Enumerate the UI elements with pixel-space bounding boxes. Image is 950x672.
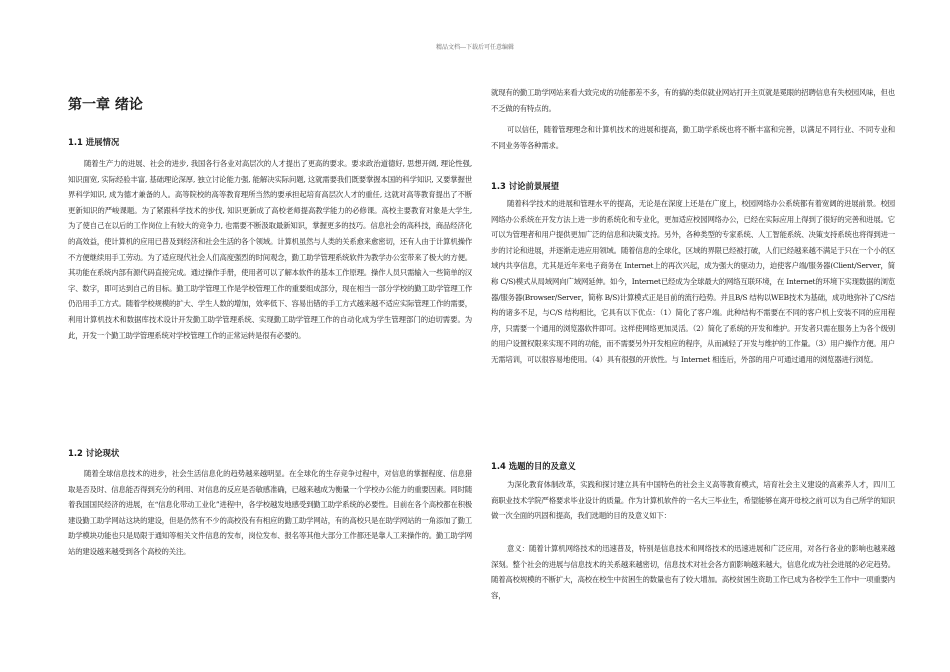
section-heading-1-4: 1.4 选题的目的及意义 xyxy=(491,461,576,471)
paragraph-1-1: 随着生产力的进展、社会的进步, 我国各行各业对高层次的人才提出了更高的要求。要求政治道德好, 思想开阔, 理论性强, 知识面宽, 实际经验丰富, 基础理论深厚, 独立讨论能力强, 能解决实际问题, 这就需要我们既要掌握本国的科学知识, 又要掌握世界科学知识, 成为德才兼备的人。高等院校的高等教育理所当然的要承担起培育高层次人才的重任, 这就对高等教育提出了不断更新知识的严峻课题。为了紧跟科学技术的步伐, 知识更新成了高校老师提高教学能力的必修课。高校主要教育对象是大学生, 为了使自己在以后的工作岗位上有较大的竞争力, 也需要不断汲取最新知识，掌握更多的技巧。信息社会的高科技，商品经济化的高效益，使计算机的应用已普及到经济和社会生活的各个领域。计算机虽然与人类的关系愈来愈密切，还有人由于计算机操作不方便继续用手工劳动。为了适应现代社会人们高度强烈的时间观念，勤工助学管理系统软件为教学办公室带来了极大的方便。其功能在系统内部有源代码直接完成。通过操作手册，使用者可以了解本软件的基本工作原理。操作人员只需输入一些简单的汉字、数字，即可达到自己的目标。勤工助学管理工作是学校管理工作的重要组成部分，现在相当一部分学校的勤工助学管理工作仍沿用手工方式。随着学校规模的扩大、学生人数的增加，效率低下、容易出错的手工方式越来越不适应实际管理工作的需要，利用计算机技术和数据库技术设计开发勤工助学管理系统、实现勤工助学管理工作的自动化成为学生管理部门的迫切需要。为此，开发一个勤工助学管理系统对学校管理工作的正常运转是很有必要的。 xyxy=(68,159,472,340)
paragraph-1-4-significance: 意义：随着计算机网络技术的迅速普及，特别是信息技术和网络技术的迅速进展和广泛应用，对各行各业的影响也越来越深刻。整个社会的进展与信息技术的关系越来越密切，信息技术对社会各方面影响越来越大，信息化成为社会进展的必定趋势。随着高校规模的不断扩大，高校在校生中贫困生的数量也有了较大增加。高校贫困生资助工作已成为各校学生工作中一项重要内容， xyxy=(491,544,895,600)
paragraph-1-3: 随着科学技术的进展和管理水平的提高，无论是在深度上还是在广度上，校园网络办公系统都有着宽阔的进展前景。校园网络办公系统在开发方法上进一步的系统化和专业化，更加适应校园网络办公，已经在实际应用上得到了很好的完善和进展。它可以为管理者和用户提供更加广泛的信息和决策支持。另外，各种类型的专家系统、人工智能系统、决策支持系统也将得到进一步的讨论和进展，并逐渐走进应用领域。随着信息的全球化，区域的界限已经被打破，人们已经越来越不满足于只在一个小的区域内共享信息，尤其是近年来电子商务在 Internet上的再次兴起，成为强大的驱动力，迫使客户端/服务器(Client/Server，简称 C/S)模式从局域网向广域网延伸。如今，Internet已经成为全球最大的网络互联环境，在 Internet的环境下实现数据的浏览器/服务器(Browser/Server，简称 B/S)计算模式正是目前的流行趋势。并且B/S 结构以WEB技术为基础，成功地弥补了C/S结构的诸多不足，与C/S 结构相比，它具有以下优点：（1）简化了客户端。此种结构不需要在不同的客户机上安装不同的应用程序，只需要一个通用的浏览器软件即可。这样使网络更加灵活。（2）简化了系统的开发和维护。开发者只需在服务上为各个级别的用户设置权限来实现不同的功能，而不需要另外开发相应的程序，从而减轻了开发与维护的工作量。（3）用户操作方便。用户无需培训，可以很容易地使用。（4）具有很强的开放性。与 Internet 相连后，外部的用户可通过通用的浏览器进行浏览。 xyxy=(491,199,895,364)
header-note: 精品文档---下载后可任意编辑 xyxy=(435,44,515,51)
paragraph-1-2: 随着全球信息技术的进步，社会生活信息化的趋势越来越明显。在全球化的生存竞争过程中，对信息的掌握程度、信息猎取是否及时、信息能否得到充分的利用、对信息的反应是否敏感准确，已越来越成为衡量一个学校办公能力的重要因素。同时随着我国国民经济的进展，在“信息化带动工业化”进程中，各学校越发地感受到勤工助学系统的必要性。目前在各个高校都在积极建设勤工助学网站这块的建设，但是仍然有不少的高校没有有相应的勤工助学网站，有的高校只是在助学网站的一角添加了勤工助学模块功能也只是局限于通知等相关文件信息的发布，岗位发布、报名等其他大部分工作都还是靠人工来操作的。勤工助学网站的建设越来越受到各个高校的关注。 xyxy=(68,469,472,556)
section-heading-1-2: 1.2 讨论现状 xyxy=(68,448,120,458)
paragraph-continued: 就现有的勤工助学网站来看大致完成的功能都差不多，有的搞的类似就业网站打开主页就是冕眼的招聘信息有失校园风味，但也不乏做的有特点的。 xyxy=(491,88,895,113)
chapter-title: 第一章 绪论 xyxy=(68,97,143,113)
paragraph-outlook-trust: 可以信任，随着管理理念和计算机技术的进展和提高，勤工助学系统也将不断丰富和完善，以满足不同行业、不同专业和不同业务等各种需求。 xyxy=(491,125,895,150)
paragraph-1-4: 为深化教育体制改革，实践和探讨建立具有中国特色的社会主义高等教育模式，培育社会主义建设的高素养人才，四川工商职业技术学院严格要求毕业设计的质量。作为计算机软件的一名大三毕业生，希望能够在离开母校之前可以为自己所学的知识做一次全面的巩固和提高，我们选题的目的及意义如下： xyxy=(491,480,895,521)
section-heading-1-3: 1.3 讨论前景展望 xyxy=(491,181,560,191)
section-heading-1-1: 1.1 进展情况 xyxy=(68,137,120,147)
